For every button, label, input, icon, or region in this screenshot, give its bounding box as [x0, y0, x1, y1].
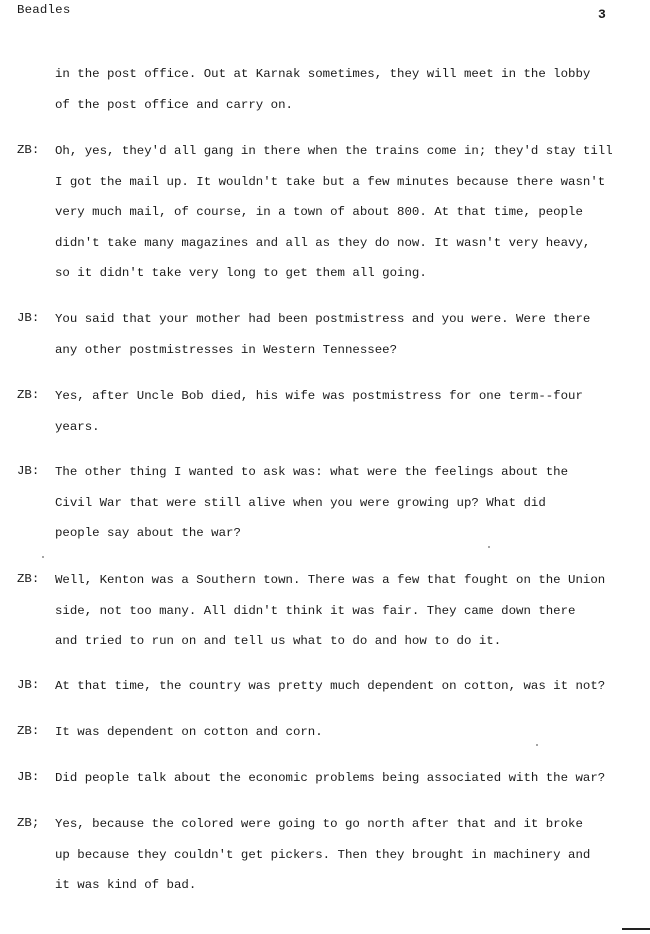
text-line: didn't take many magazines and all as they do now. It wasn't very heavy, [55, 235, 591, 250]
text-line: people say about the war? [55, 526, 241, 541]
speaker-label: ZB: [17, 572, 40, 586]
paragraph-text [55, 143, 640, 296]
scan-speck [42, 556, 44, 558]
paragraph-text [55, 311, 640, 372]
text-line: and tried to run on and tell us what to do and how to do it. [55, 634, 502, 649]
paragraph-text [55, 724, 640, 755]
paragraph-text [55, 66, 640, 127]
text-line: so it didn't take very long to get them all going. [55, 266, 427, 281]
speaker-label: JB: [17, 311, 40, 325]
speaker-label: ZB: [17, 388, 40, 402]
speaker-label: ZB; [17, 816, 40, 830]
speaker-label: JB: [17, 464, 40, 478]
scan-edge-mark [622, 928, 650, 930]
text-line: Did people talk about the economic problems being associated with the war? [55, 771, 606, 785]
speaker-label: ZB: [17, 143, 40, 157]
text-line: Oh, yes, they'd all gang in there when the trains come in; they'd stay till [55, 144, 613, 158]
scan-speck [488, 546, 490, 548]
text-line: It was dependent on cotton and corn. [55, 725, 323, 739]
header-name: Beadles [17, 3, 71, 17]
text-line: it was kind of bad. [55, 878, 197, 893]
paragraph-text [55, 816, 640, 908]
text-line: in the post office. Out at Karnak sometimes, they will meet in the lobby [55, 67, 591, 81]
text-line: Yes, because the colored were going to go north after that and it broke [55, 817, 583, 831]
text-line: side, not too many. All didn't think it was fair. They came down there [55, 603, 576, 618]
paragraph-text [55, 572, 640, 664]
scan-speck [536, 744, 538, 746]
text-line: Yes, after Uncle Bob died, his wife was postmistress for one term--four [55, 389, 583, 403]
text-line: At that time, the country was pretty much dependent on cotton, was it not? [55, 679, 606, 693]
text-line: very much mail, of course, in a town of about 800. At that time, people [55, 205, 583, 220]
text-line: The other thing I wanted to ask was: what were the feelings about the [55, 465, 569, 479]
paragraph-text [55, 770, 640, 801]
paragraph-text [55, 388, 640, 449]
text-line: up because they couldn't get pickers. Then they brought in machinery and [55, 847, 591, 862]
page-number: 3 [598, 7, 606, 22]
text-line: I got the mail up. It wouldn't take but a few minutes because there wasn't [55, 174, 606, 189]
text-line: Well, Kenton was a Southern town. There was a few that fought on the Union [55, 573, 606, 587]
text-line: Civil War that were still alive when you were growing up? What did [55, 495, 546, 510]
text-line: any other postmistresses in Western Tennessee? [55, 342, 398, 357]
paragraph-text [55, 464, 640, 556]
speaker-label: JB: [17, 678, 40, 692]
text-line: years. [55, 419, 100, 434]
speaker-label: JB: [17, 770, 40, 784]
paragraph-text [55, 678, 640, 709]
text-line: You said that your mother had been postmistress and you were. Were there [55, 312, 591, 326]
text-line: of the post office and carry on. [55, 97, 293, 112]
speaker-label: ZB: [17, 724, 40, 738]
